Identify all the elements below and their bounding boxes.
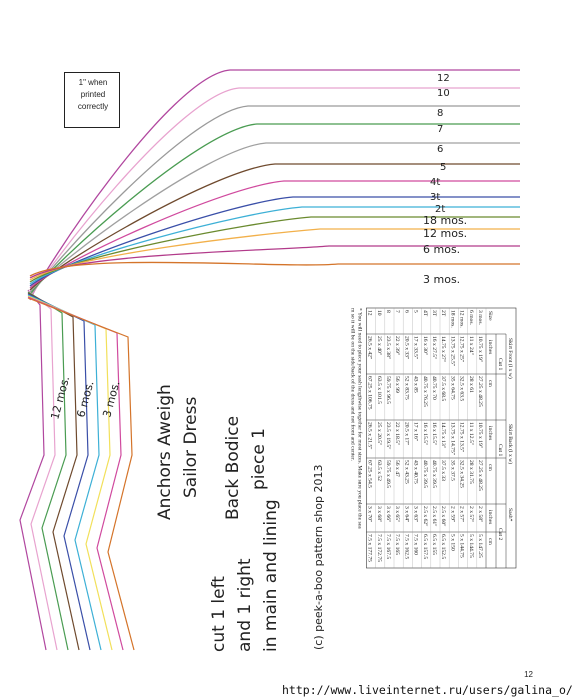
table-cell: 40.75 x 76.25 <box>421 376 428 407</box>
table-cell: 22 x 39" <box>394 336 401 356</box>
table-row-size: 7 <box>394 310 401 313</box>
table-cell: 5 x 150 <box>449 534 456 551</box>
size-label-6: 6 <box>437 144 444 155</box>
table-cell: 10.75 x 19" <box>477 422 483 449</box>
table-cell: 20.5 x 33" <box>403 336 410 360</box>
table-cell: 2.5 x 61" <box>431 506 437 527</box>
table-cell: 17 x 33.5" <box>412 336 419 360</box>
table-cell: 7.5 x 165 <box>394 534 401 555</box>
table-cell: 7.5 x 162.5 <box>403 534 410 560</box>
scale-check-box <box>64 72 120 128</box>
table-cell: 11 x 24" <box>467 336 474 355</box>
table-cell: 37.5 x 68.5 <box>440 376 447 402</box>
size-labels <box>423 73 467 286</box>
table-cell: 12.75 x 25" <box>458 336 465 363</box>
table-cell: 59.75 x 96.5 <box>385 376 391 404</box>
table-row-size: 5 <box>412 310 419 313</box>
table-cell: 28 x 61 <box>467 376 474 393</box>
unit-label: cm <box>487 538 493 545</box>
neckline-size-label: 3 mos. <box>100 379 123 419</box>
table-cell: 2 x 59" <box>449 506 456 523</box>
table-cell: 3 x 68" <box>375 506 382 523</box>
size-label-4t: 4t <box>430 177 441 188</box>
table-cell: 59.75 x 49.5 <box>385 460 391 488</box>
table-cell: 6.5 x 155 <box>431 534 437 555</box>
table-cell: 6.5 x 157.5 <box>421 534 428 560</box>
table-cell: 7.5 x 172.75 <box>375 534 382 562</box>
table-cell: 2 x 57" <box>458 506 465 523</box>
table-cell: 13.75 x 25.5" <box>449 336 456 367</box>
table-cell: 16 x 15.5" <box>431 422 437 446</box>
table-cell: 2.5 x 62" <box>421 506 428 527</box>
table-cell: 56 x 99 <box>394 376 401 393</box>
table-cell: 23.5 x 38" <box>385 336 391 360</box>
table-row-size: 12 <box>366 310 373 316</box>
table-row-size: 3 mos. <box>477 310 483 325</box>
neckline-lines <box>20 290 134 650</box>
table-cell: 12.75 x 13.5" <box>458 422 465 453</box>
table-cell: 23.5 x 19.5" <box>385 422 391 450</box>
size-label-6mos: 6 mos. <box>423 243 461 256</box>
size-label-2t: 2t <box>435 204 446 215</box>
cut-line-1: cut 1 left <box>209 576 229 652</box>
table-row-size: 2T <box>440 310 447 317</box>
copyright-text: (c) peek-a-boo pattern shop 2013 <box>312 464 325 650</box>
table-cell: 22 x 18.5" <box>394 422 401 446</box>
cut-label: Cut 1 <box>497 444 503 457</box>
table-cell: 26.5 x 42" <box>366 336 373 360</box>
table-row-size: 4T <box>421 310 428 317</box>
neckline-line <box>28 295 101 650</box>
table-cell: 7.5 x 160 <box>412 534 419 555</box>
group-header: Sash* <box>507 508 513 522</box>
table-cell: 67.25 x 54.5 <box>366 460 373 488</box>
size-header: Size <box>487 311 493 321</box>
table-cell: 43 x 85 <box>412 376 419 393</box>
table-footnote-line-2: m so it will be on the side/back of the dress and not front and center. <box>349 308 356 461</box>
table-cell: 52 x 83.75 <box>403 376 410 400</box>
table-cell: 17 x 16" <box>412 422 419 442</box>
table-cell: 14.75 x 13" <box>440 422 447 449</box>
size-label-10: 10 <box>437 88 450 99</box>
table-cell: 16 x 15.5" <box>421 422 428 446</box>
table-cell: 67.25 x 106.75 <box>366 376 373 410</box>
table-cell: 27.25 x 48.25 <box>477 376 483 407</box>
table-cell: 40.75 x 39.5 <box>421 460 428 488</box>
neckline-size-label: 6 mos. <box>74 379 97 419</box>
table-cell: 3 x 63" <box>412 506 419 523</box>
table-cell: 28 x 31.75 <box>467 460 474 484</box>
neckline-size-labels <box>48 375 122 421</box>
unit-label: inches <box>487 510 493 525</box>
piece-name-line-1: Back Bodice <box>223 415 243 520</box>
size-label-12mos: 12 mos. <box>423 227 468 240</box>
table-cell: 27.25 x 48.25 <box>477 460 483 491</box>
table-cell: 13.75 x 14.75" <box>449 422 456 456</box>
cut-line-3: in main and lining <box>261 499 281 652</box>
table-cell: 52 x 43.25 <box>403 460 410 484</box>
unit-label: inches <box>487 340 493 355</box>
piece-title <box>155 384 201 520</box>
table-row-size: 12 mos. <box>458 310 465 328</box>
scale-note: 1" when printed correctly <box>77 78 109 111</box>
table-cell: 63.5 x 52 <box>375 460 382 481</box>
neckline-size-label: 12 mos. <box>48 374 73 421</box>
table-cell: 32.5 x 34.25 <box>458 460 465 488</box>
table-cell: 2 x 57" <box>467 506 474 523</box>
table-cell: 25 x 20.5" <box>375 422 382 446</box>
size-label-5: 5 <box>440 162 447 173</box>
table-row-size: 3T <box>431 310 437 317</box>
table-cell: 7.5 x 177.75 <box>366 534 373 562</box>
table-cell: 2 x 58" <box>477 506 483 523</box>
table-cell: 14.75 x 27" <box>440 336 447 363</box>
table-cell: 3 x 66" <box>385 506 391 523</box>
table-cell: 37.5 x 33 <box>440 460 447 481</box>
size-label-18mos: 18 mos. <box>423 214 468 227</box>
table-cell: 5 x 147.25 <box>477 534 483 558</box>
table-cell: 2.5 x 60" <box>440 506 447 527</box>
table-cell: 3 x 65" <box>394 506 401 523</box>
group-header: Skirt Front (l x w) <box>507 338 513 379</box>
table-row-size: 18 mos. <box>449 310 456 328</box>
unit-label: cm <box>487 380 493 387</box>
size-table <box>349 308 516 568</box>
size-label-3t: 3t <box>430 192 441 203</box>
table-footnote-line-1: * You will need to piece your sash lengthwise together for most sizes. Make sure you place the sea <box>356 308 363 529</box>
piece-name-line-2: piece 1 <box>249 428 269 490</box>
table-cell: 5 x 144.75 <box>458 534 465 558</box>
table-cell: 25 x 40" <box>375 336 382 356</box>
table-cell: 32.5 x 63.5 <box>458 376 465 402</box>
table-row-size: 10 <box>375 310 382 316</box>
neckline-line <box>28 292 68 650</box>
neckline-line <box>20 290 46 650</box>
cut-instructions <box>209 499 281 652</box>
cut-label: Cut 2 <box>497 528 503 541</box>
table-cell: 56 x 47 <box>394 460 401 477</box>
watermark-url: http://www.liveinternet.ru/users/galina_o/ <box>282 683 573 697</box>
unit-label: inches <box>487 426 493 441</box>
size-label-12: 12 <box>437 73 450 84</box>
table-cell: 40.75 x 39.5 <box>431 460 437 488</box>
size-label-3mos: 3 mos. <box>423 273 461 286</box>
table-cell: 5 x 144.75 <box>467 534 474 558</box>
page-number: 12 <box>524 670 533 679</box>
table-cell: 16 x 30" <box>421 336 428 356</box>
table-cell: 40.75 x 70 <box>431 376 437 400</box>
group-header: Skirt Back (l x w) <box>507 424 513 465</box>
table-cell: 63.5 x 101.5 <box>375 376 382 404</box>
table-row-size: 6 <box>403 310 410 313</box>
table-cell: 6.5 x 152.5 <box>440 534 447 560</box>
cut-label: Cut 1 <box>497 358 503 371</box>
table-cell: 16 x 27.5" <box>431 336 437 360</box>
cut-line-2: and 1 right <box>235 558 255 652</box>
unit-label: cm <box>487 464 493 471</box>
table-cell: 20.5 x 17" <box>403 422 410 446</box>
piece-title-line-1: Anchors Aweigh <box>155 384 175 520</box>
table-row-size: 6 mos. <box>467 310 474 325</box>
table-cell: 43 x 40.75 <box>412 460 419 484</box>
table-cell: 3 x 70" <box>366 506 373 523</box>
neckline-line <box>28 297 123 650</box>
piece-title-line-2: Sailor Dress <box>181 396 201 498</box>
table-cell: 26.5 x 21.5" <box>366 422 373 450</box>
neckline-line <box>28 291 57 650</box>
table-cell: 7.5 x 167.5 <box>385 534 391 560</box>
table-cell: 11 x 12.5" <box>467 422 474 446</box>
table-cell: 35 x 64.75 <box>449 376 456 400</box>
table-row-size: 8 <box>385 310 391 313</box>
size-label-7: 7 <box>437 124 444 135</box>
table-cell: 10.75 x 19" <box>477 336 483 363</box>
table-cell: 35 x 37.5 <box>449 460 456 481</box>
size-curve-7 <box>30 124 520 294</box>
table-cell: 3 x 64" <box>403 506 410 523</box>
size-label-8: 8 <box>437 108 444 119</box>
